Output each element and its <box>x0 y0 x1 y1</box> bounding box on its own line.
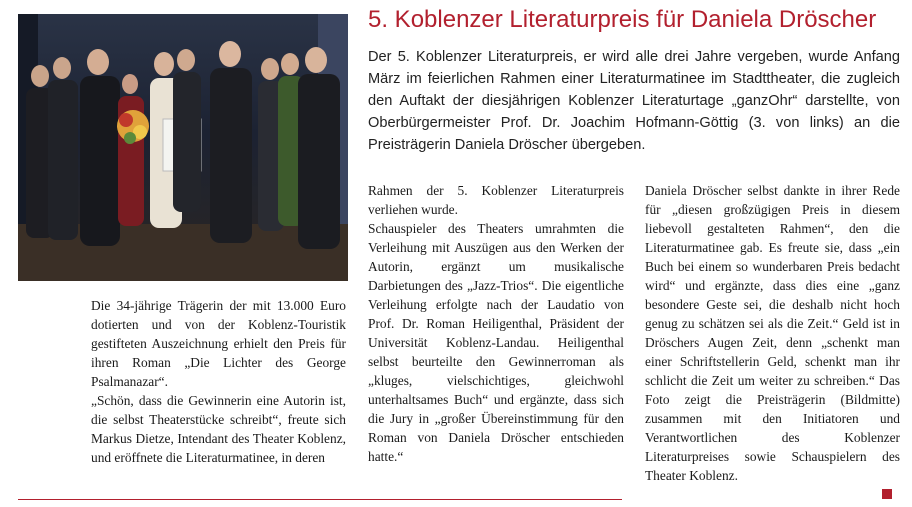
body-paragraph: Rahmen der 5. Koblenzer Literaturpreis verliehen wurde. <box>368 183 624 217</box>
article-lead: Der 5. Koblenzer Literaturpreis, er wird alle drei Jahre vergeben, wurde Anfang März im feierlichen Rahmen einer Literaturmatinee im Stadttheater, die zugleich den Auftakt der diesjährigen Koblenzer Literaturtage „ganzOhr“ darstellte, von Oberbürgermeister Prof. Dr. Joachim Hofmann-Göttig (3. von links) an die Preisträgerin Daniela Dröscher übergeben. <box>368 49 900 153</box>
body-column-3 <box>645 181 900 485</box>
body-paragraph: Die 34-jährige Trägerin der mit 13.000 Euro dotierten und von der Koblenz-Touristik gestifteten Auszeichnung erhielt den Preis für ihren Roman „Die Lichter des George Psalmanazar“. <box>91 298 346 389</box>
body-paragraph: Daniela Dröscher selbst dankte in ihrer Rede für „diesen großzügigen Preis in diesem liebevoll gestalteten Rahmen“, den die Literaturmatinee gab. Es freute sie, dass „ein Buch bei einem so wunderbaren Preis bedacht wird“ und ergänzte, dass dies eine „ganz besondere Geste sei, die deshalb nicht hoch genug zu schätzen sei als die Zeit.“ Geld ist in Dröschers Augen Zeit, denn „schenkt man einer Schriftstellerin Geld, schenkt man ihr schlicht die Zeit um weiter zu schreiben.“ Das Foto zeigt die Preisträgerin (Bildmitte) zusammen mit den Initiatoren und Verantwortlichen des Koblenzer Literaturpreises sowie Schauspielern des Theater Koblenz. <box>645 183 900 483</box>
bottom-divider <box>18 499 622 500</box>
body-paragraph: Schauspieler des Theaters umrahmten die Verleihung mit Auszügen aus den Werken der Autorin, ergänzt um musikalische Darbietungen des „Jazz-Trios“. Die eigentliche Verleihung erfolgte nach der Laudatio von Prof. Dr. Roman Heiligenthal, Präsident der Universität Koblenz-Landau. Heiligenthal selbst beurteilte den Gewinnerroman als „kluges, vielschichtiges, gleichwohl unterhaltsames Buch“ und ergänzte, dass sich die Jury in „großer Übereinstimmung für den Roman von Daniela Dröscher entschieden hatte.“ <box>368 221 624 464</box>
body-column-1 <box>91 296 346 467</box>
end-of-article-square <box>882 489 892 499</box>
award-group-photo <box>18 14 348 281</box>
body-paragraph: „Schön, dass die Gewinnerin eine Autorin ist, die selbst Theaterstücke schreibt“, freute sich Markus Dietze, Intendant des Theater Koblenz, und eröffnete die Literaturmatinee, in deren <box>91 393 346 465</box>
article-headline: 5. Koblenzer Literaturpreis für Daniela Dröscher <box>368 6 877 33</box>
body-column-2 <box>368 181 624 466</box>
